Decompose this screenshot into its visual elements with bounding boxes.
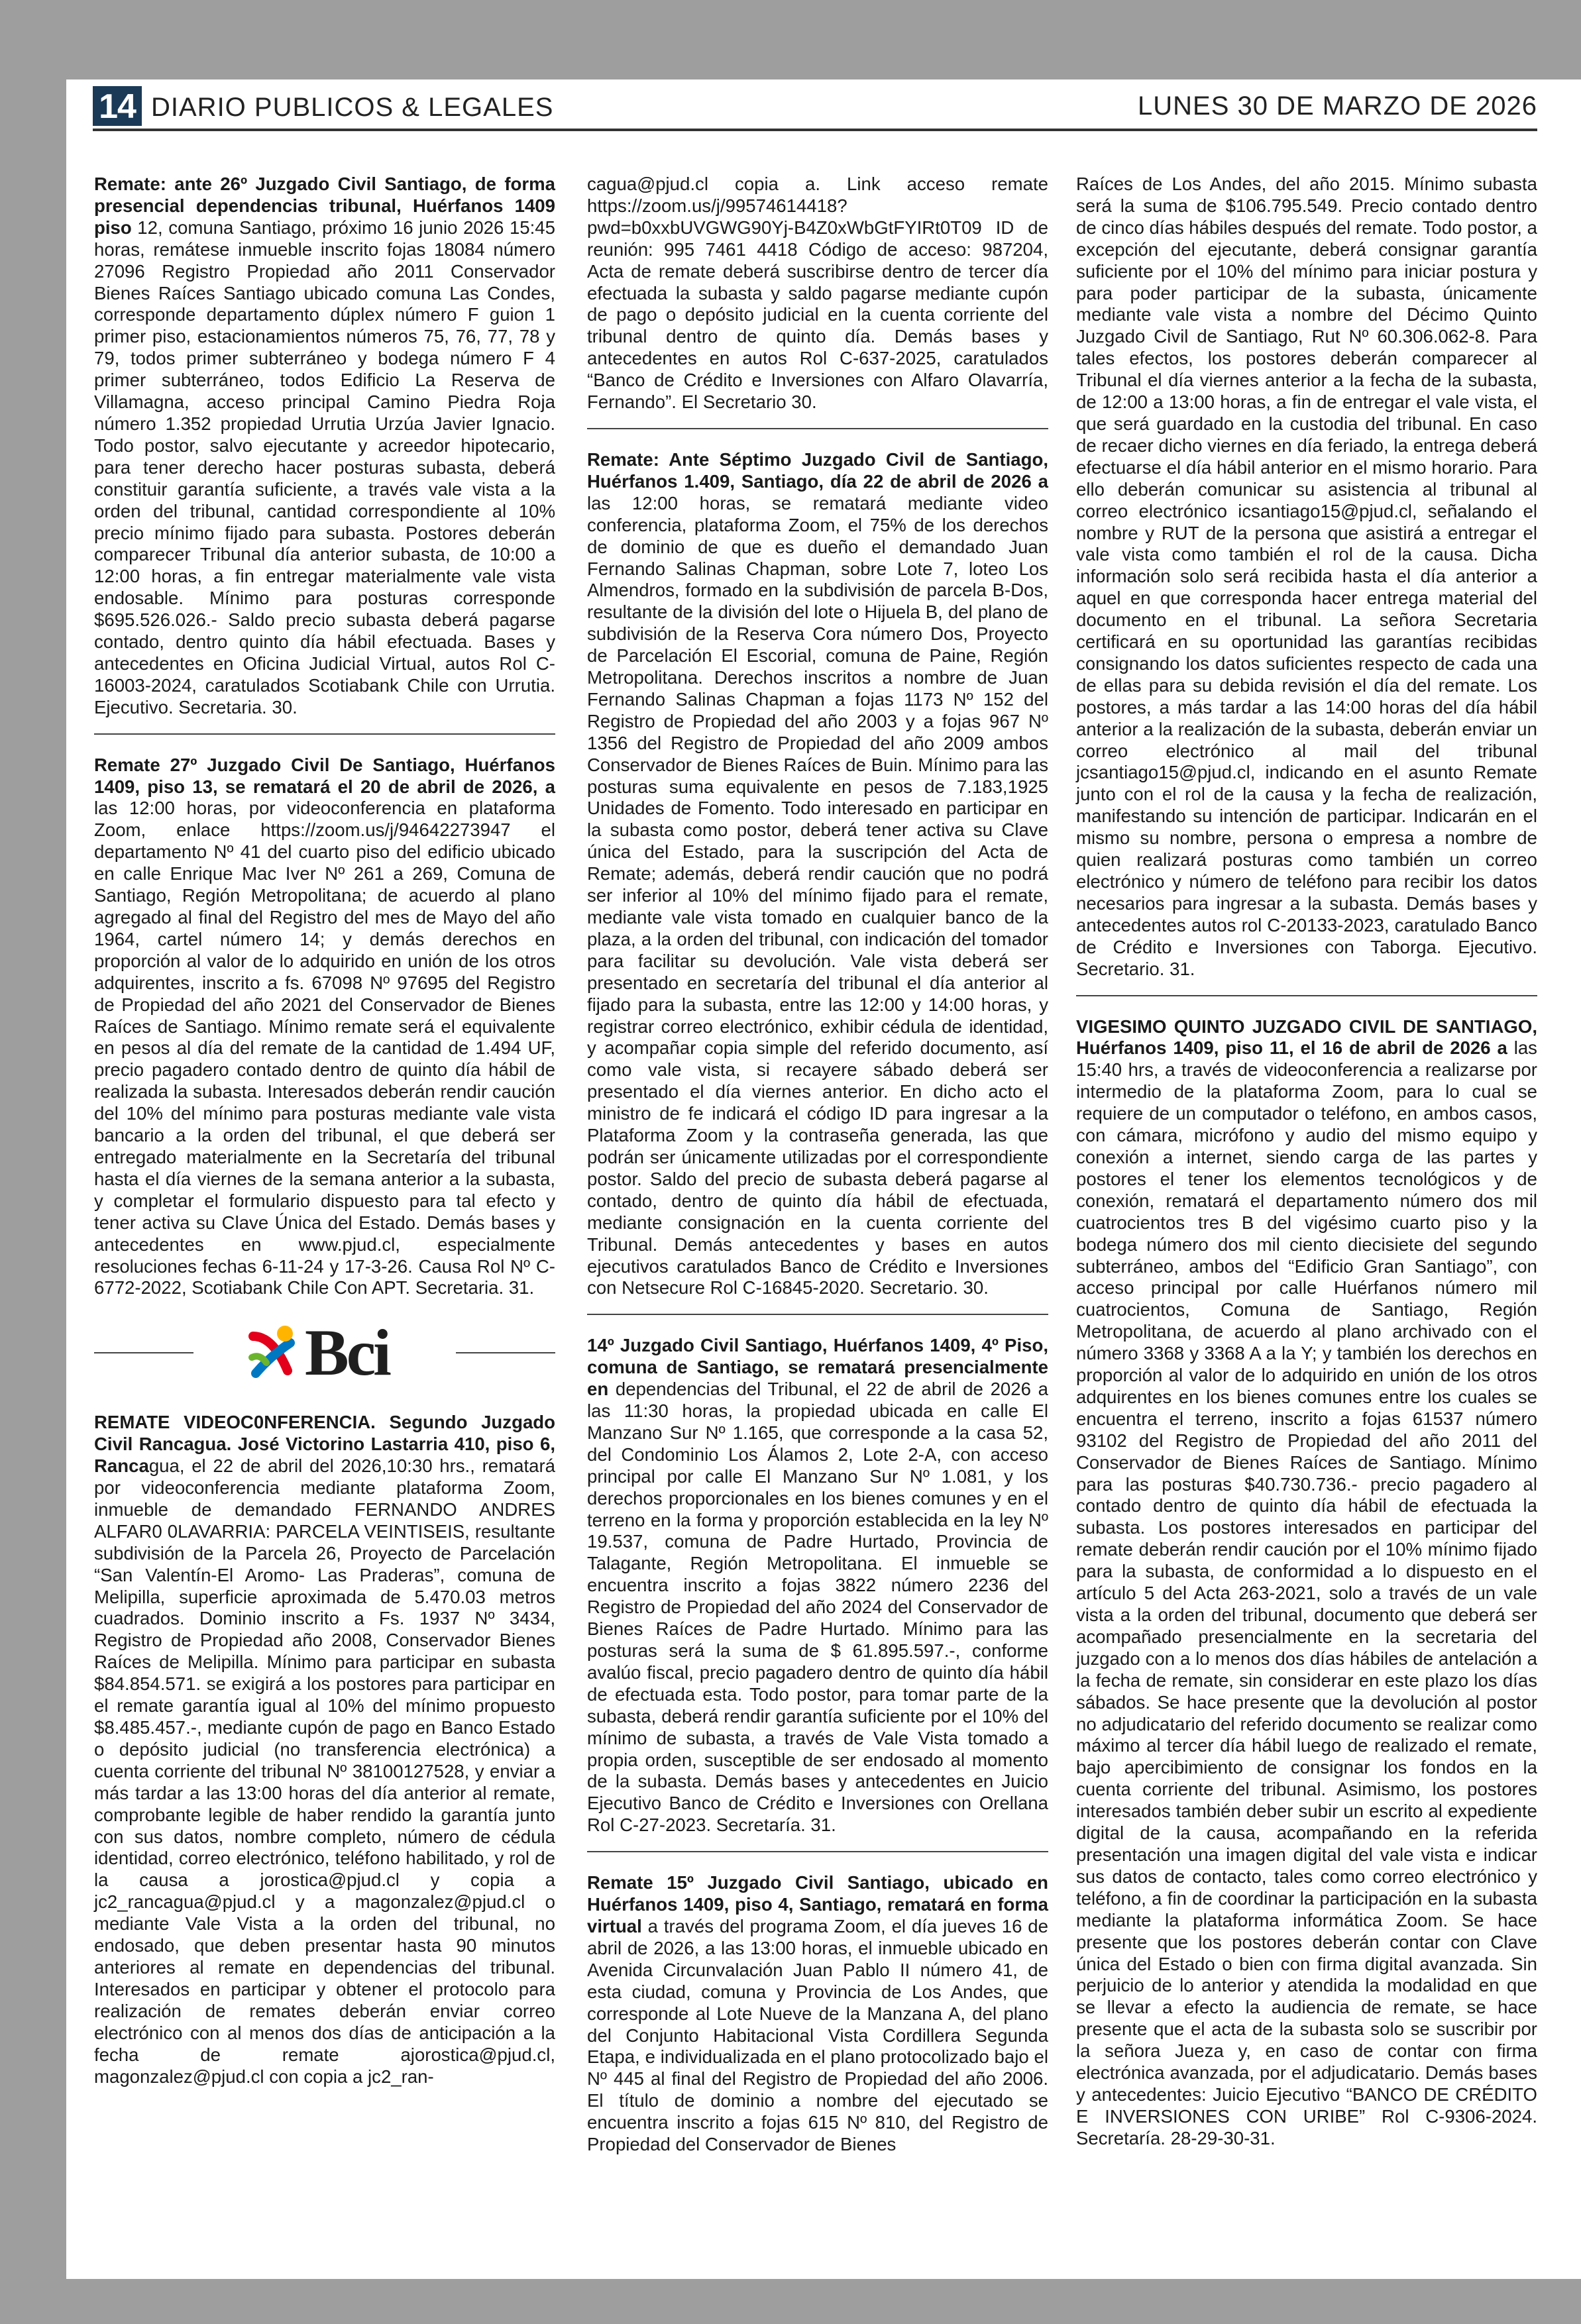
notice-divider — [94, 733, 555, 735]
bci-logo — [246, 1316, 406, 1389]
notice-divider — [1076, 995, 1537, 996]
notice-rancagua-continued — [587, 174, 1048, 413]
column-3 — [1076, 174, 1537, 2164]
notice-heading: REMATE VIDEOC0NFERENCIA. Segundo Juzgado Civil Rancagua. José Victorino Lastarria 410, piso 6, Ranca — [94, 1412, 555, 1477]
column-2 — [587, 174, 1048, 2170]
notice-body: Raíces de Los Andes, del año 2015. Mínimo subasta será la suma de $106.795.549. Precio contado dentro de cinco días hábiles después del remate. Todo postor, a excepción del ejecutante, deberá consignar garantía suficiente por el 10% del mínimo para iniciar postura y para poder participar de la subasta, únicamente mediante vale vista a nombre del Décimo Quinto Juzgado Civil de Santiago, Rut Nº 60.306.062-8. Para tales efectos, los postores deberán comparecer al Tribunal el día viernes anterior a la fecha de la subasta, de 12:00 a 13:00 horas, a fin de entregar el vale vista, el que será guardado en la custodia del tribunal. En caso de recaer dicho viernes en día feriado, la entrega deberá efectuarse el día hábil anterior en el mismo horario. Para ello deberán comunicar su asistencia al tribunal al correo electrónico icsantiago15@pjud.cl, señalando el nombre y RUT de la persona que asistirá a entregar el vale vista como también el rol de la causa. Dicha información solo será recibida hasta el día anterior a aquel en que corresponda hacer entrega material del documento en el tribunal. La señora Secretaria certificará en su oportunidad las garantías recibidas consignando los datos suficientes respecto de cada una de ellas para su debida revisión el día del remate. Los postores, a más tardar a las 14:00 horas del día hábil anterior a la realización de la subasta, deberán enviar un correo electrónico al mail del tribunal jcsantiago15@pjud.cl, indicando en el asunto Remate junto con el rol de la causa y la fecha de realización, manifestando su intención de participar. Indicarán en el mismo su nombre, persona o empresa a nombre de quien realizará posturas como también un correo electrónico y número de teléfono para recibir los datos necesarios para ingresar a la subasta. Demás bases y antecedentes autos rol C-20133-2023, caratulado Banco de Crédito e Inversiones con Taborga. Ejecutivo. Secretario. 31. — [1076, 174, 1537, 979]
notice-body: las 15:40 hrs, a través de videoconferencia a realizarse por intermedio de la plataforma Zoom, para lo cual se requiere de un computador o teléfono, en ambos casos, con cámara, micrófono y audio del mismo equipo y conexión a internet, siendo carga de las partes y postores el tener los elementos tecnológicos y de conexión, rematará el departamento número dos mil cuatrocientos tres B del vigésimo cuarto piso y la bodega número dos mil ciento diecisiete del segundo subterráneo, ambos del “Edificio Gran Santiago”, con acceso principal por calle Huérfanos número mil cuatrocientos, Comuna de Santiago, Región Metropolitana, de acuerdo al plano archivado con el número 3368 y 3368 A a la Y; y también los derechos en proporción al valor de lo adquirido en unión de los otros adquirentes en los bienes comunes entre los cuales se encuentra el terreno, inscrito a fojas 61537 número 93102 del Registro de Propiedad del año 2011 del Conservador de Bienes Raíces de Santiago. Mínimo para las posturas $40.730.736.- precio pagadero al contado dentro de quinto día hábil de efectuada la subasta. Los postores interesados en participar del remate deberán rendir caución por el 10% mínimo fijado para la subasta, de conformidad a lo dispuesto en el artículo 5 del Acta 263-2021, solo a través de un vale vista a la orden del tribunal, documento que deberá ser acompañado presencialmente en la secretaria del juzgado con a lo menos dos días hábiles de antelación a la fecha de remate, sin considerar en este plazo los días sábados. Se hace presente que la devolución al postor no adjudicatario del referido documento se realizar como máximo al tercer día hábil luego de realizado el remate, bajo apercibimiento de consignar los fondos en la cuenta corriente del tribunal. Asimismo, los postores interesados también deber subir un escrito al expediente digital de la causa, acompañando en la referida presentación una imagen digital del vale vista e indicar sus datos de contacto, tales como correo electrónico y teléfono, a fin de coordinar la participación en la subasta mediante la plataforma informática Zoom. Se hace presente que los postores deberán contar con Clave única del Estado o bien con firma digital avanzada. Sin perjuicio de lo anterior y atendida la modalidad en que se llevar a efecto la audiencia de remate, se hace presente que el acta de la subasta solo se suscribir por la señora Jueza y, en caso de contar con firma electrónica avanzada, por el adjudicatario. Demás bases y antecedentes: Juicio Ejecutivo “BANCO DE CRÉDITO E INVERSIONES CON URIBE” Rol C-9306-2024. Secretaría. 28-29-30-31. — [1076, 1037, 1537, 2148]
bci-symbol-icon — [246, 1316, 306, 1389]
notice-body: gua, el 22 de abril del 2026,10:30 hrs., rematará por videoconferencia mediante plataforma Zoom, inmueble de demandado FERNANDO ANDRES ALFAR0 0LAVARRIA: PARCELA VEINTISEIS, resultante subdivisión de la Parcela 26, Proyecto de Parcelación “San Valentín-El Aromo- Las Praderas”, comuna de Melipilla, superficie aproximada de 5.470.03 metros cuadrados. Dominio inscrito a Fs. 1937 Nº 3434, Registro de Propiedad año 2008, Conservador Bienes Raíces de Melipilla. Mínimo para participar en subasta $84.854.571. se exigirá a los postores para participar en el remate garantía igual al 10% del mínimo propuesto $8.485.457.-, mediante cupón de pago en Banco Estado o depósito judicial (no transferencia electrónica) a cuenta corriente del tribunal Nº 38100127528, y enviar a más tardar a las 13:00 horas del día anterior al remate, comprobante legible de haber rendido la garantía junto con sus datos, nombre completo, número de cédula identidad, correo electrónico, teléfono habilitado, y rol de la causa a jorostica@pjud.cl y copia a jc2_rancagua@pjud.cl y a magonzalez@pjud.cl o mediante Vale Vista a la orden del tribunal, no endosado, que deben presentar hasta 90 minutos anteriores al remate en dependencias del tribunal. Interesados en participar y obtener el protocolo para realización de remates deberán enviar correo electrónico con al menos dos días de anticipación a la fecha de remate ajorostica@pjud.cl, magonzalez@pjud.cl con copia a jc2_ran- — [94, 1455, 555, 2087]
notice-15-juzgado-continued — [1076, 174, 1537, 980]
header-rule — [93, 129, 1537, 131]
notice-heading: VIGESIMO QUINTO JUZGADO CIVIL DE SANTIAGO, Huérfanos 1409, piso 11, el 16 de abril de 2026 a — [1076, 1016, 1537, 1059]
notice-body: dependencias del Tribunal, el 22 de abril de 2026 a las 11:30 horas, la propiedad ubicada en calle El Manzano Sur Nº 1.165, que corresponde a la casa 52, del Condominio Los Álamos 2, Lote 2-A, con acceso principal por calle El Manzano Sur Nº 1.081, y los derechos proporcionales en los bienes comunes y en el terreno en la forma y proporción establecida en la ley Nº 19.537, comuna de Padre Hurtado, Provincia de Talagante, Región Metropolitana. El inmueble se encuentra inscrito a fojas 3822 número 2236 del Registro de Propiedad del año 2024 del Conservador de Bienes Raíces de Padre Hurtado. Mínimo para las posturas será la suma de $ 61.895.597.-, conforme avalúo fiscal, precio pagadero dentro de quinto día hábil de efectuada esta. Todo postor, para tomar parte de la subasta, deberá rendir garantía suficiente por el 10% del mínimo de subasta, a través de Vale Vista tomado a propia orden, susceptible de ser endosado al momento de la subasta. Demás bases y antecedentes en Juicio Ejecutivo Banco de Crédito e Inversiones con Orellana Rol C-27-2023. Secretaría. 31. — [587, 1379, 1048, 1836]
notice-remate-27-juzgado — [94, 755, 555, 1300]
notice-remate-15-juzgado — [587, 1872, 1048, 2156]
page-header — [93, 86, 1537, 126]
issue-date: LUNES 30 DE MARZO DE 2026 — [1138, 91, 1537, 121]
notice-body: a través del programa Zoom, el día jueves 16 de abril de 2026, a las 13:00 horas, el inmueble ubicado en Avenida Circunvalación Juan Pablo II número 41, de esta ciudad, comuna y Provincia de Los Andes, que corresponde al Lote Nueve de la Manzana A, del plano del Conjunto Habitacional Vista Cordillera Segunda Etapa, e individualizada en el plano protocolizado bajo el Nº 445 al final del Registro de Propiedad del año 2006. El título de dominio a nombre del ejecutado se encuentra inscrito a fojas 615 Nº 810, del Registro de Propiedad del Conservador de Bienes — [587, 1915, 1048, 2155]
notice-divider — [587, 428, 1048, 429]
notice-remate-rancagua — [94, 1412, 555, 2087]
notice-heading: 14º Juzgado Civil Santiago, Huérfanos 1409, 4º Piso, comuna de Santiago, se rematará presencialmente en — [587, 1335, 1048, 1400]
publication-title: DIARIO PUBLICOS & LEGALES — [151, 93, 554, 122]
sponsor-logo-row — [94, 1314, 555, 1392]
notice-divider — [587, 1314, 1048, 1315]
notice-body: las 12:00 horas, por videoconferencia en plataforma Zoom, enlace https://zoom.us/j/94642273947 el departamento Nº 41 del cuarto piso del edificio ubicado en calle Enrique Mac Iver Nº 261 a 269, Comuna de Santiago, Región Metropolitana; de acuerdo al plano agregado al final del Registro del mes de Mayo del año 1964, cartel número 14; y demás derechos en proporción al valor de lo adquirido en unión de los otros adquirentes, inscrito a fs. 67098 Nº 97695 del Registro de Propiedad del año 2021 del Conservador de Bienes Raíces de Santiago. Mínimo remate será el equivalente en pesos al día del remate de la cantidad de 1.494 UF, precio pagadero contado dentro de quinto día hábil de realizada la subasta. Interesados deberán rendir caución del 10% del mínimo para posturas mediante vale vista bancario a la orden del tribunal, el que deberá ser entregado materialmente en la Secretaría del tribunal hasta el día viernes de la semana anterior a la subasta, y completar el formulario dispuesto para tal efecto y tener activa su Clave Única del Estado. Demás bases y antecedentes en www.pjud.cl, especialmente resoluciones fechas 6-11-24 y 17-3-26. Causa Rol Nº C-6772-2022, Scotiabank Chile Con APT. Secretaria. 31. — [94, 798, 555, 1298]
bci-wordmark: Bci — [305, 1316, 389, 1390]
notice-heading: Remate: Ante Séptimo Juzgado Civil de Santiago, Huérfanos 1.409, Santiago, día 22 de abril de 2026 a — [587, 449, 1048, 492]
page-number: 14 — [93, 86, 142, 126]
column-1 — [94, 174, 555, 2102]
notice-remate-14-juzgado — [587, 1335, 1048, 1836]
notice-heading: Remate 27º Juzgado Civil De Santiago, Huérfanos 1409, piso 13, se rematará el 20 de abril de 2026, a — [94, 754, 555, 797]
logo-rule-left — [94, 1352, 193, 1353]
notice-remate-25-juzgado — [1076, 1016, 1537, 2150]
notice-heading: Remate 15º Juzgado Civil Santiago, ubicado en Huérfanos 1409, piso 4, Santiago, rematará en forma virtual — [587, 1872, 1048, 1936]
logo-rule-right — [456, 1352, 555, 1353]
notice-body: cagua@pjud.cl copia a. Link acceso remate https://zoom.us/j/99574614418?pwd=b0xxbUVGWG90Yj-B4Z0xWbGtFYIRt0T09 ID de reunión: 995 7461 4418 Código de acceso: 987204, Acta de remate deberá suscribirse dentro de tercer día efectuada la subasta y saldo pagarse mediante cupón de pago o depósito judicial en la cuenta corriente del tribunal dentro de quinto día. Demás bases y antecedentes en autos Rol C-637-2025, caratulados “Banco de Crédito e Inversiones con Alfaro Olavarría, Fernando”. El Secretario 30. — [587, 174, 1048, 413]
notice-remate-26-juzgado — [94, 174, 555, 719]
notice-body: 12, comuna Santiago, próximo 16 junio 2026 15:45 horas, remátese inmueble inscrito fojas 18084 número 27096 Registro Propiedad año 2011 Conservador Bienes Raíces Santiago ubicado comuna Las Condes, corresponde departamento dúplex número F guion 1 primer piso, estacionamientos números 75, 76, 77, 78 y 79, todos primer subterráneo y bodega número F 4 primer subterráneo, todos Edificio La Reserva de Villamagna, acceso principal Camino Piedra Roja número 1.352 propiedad Urrutia Urzúa Javier Ignacio. Todo postor, salvo ejecutante y acreedor hipotecario, para tener derecho hacer posturas subasta, deberá constituir garantía suficiente, a través vale vista a la orden del tribunal, cantidad correspondiente al 10% precio mínimo fijado para subasta. Postores deberán comparecer Tribunal día anterior subasta, de 10:00 a 12:00 horas, a fin entregar materialmente vale vista endosable. Mínimo para posturas corresponde $695.526.026.- Saldo precio subasta deberá pagarse contado, dentro quinto día hábil efectuada. Bases y antecedentes en Oficina Judicial Virtual, autos Rol C-16003-2024, caratulados Scotiabank Chile con Urrutia. Ejecutivo. Secretaria. 30. — [94, 217, 555, 717]
notice-body: las 12:00 horas, se rematará mediante video conferencia, plataforma Zoom, el 75% de los derechos de dominio de que es dueño el demandado Juan Fernando Salinas Chapman, sobre Lote 7, loteo Los Almendros, formado en la subdivisión de parcela B-Dos, resultante de la división del lote o Hijuela B, del plano de subdivisión de la Reserva Cora número Dos, Proyecto de Parcelación El Escorial, comuna de Paine, Región Metropolitana. Derechos inscritos a nombre de Juan Fernando Salinas Chapman a fojas 1173 Nº 152 del Registro de Propiedad del año 2003 y a fojas 967 Nº 1356 del Registro de Propiedad del año 2009 ambos Conservador de Bienes Raíces de Buin. Mínimo para las posturas suma equivalente en pesos de 7.183,1925 Unidades de Fomento. Todo interesado en participar en la subasta como postor, deberá tener activa su Clave única del Estado, para la suscripción del Acta de Remate; además, deberá rendir caución que no podrá ser inferior al 10% del mínimo fijado para el remate, mediante vale vista tomado en cualquier banco de la plaza, a la orden del tribunal, con indicación del tomador para facilitar su devolución. Vale vista deberá ser presentado en secretaría del tribunal el día anterior al fijado para la subasta, entre las 12:00 y 14:00 horas, y registrar correo electrónico, exhibir cédula de identidad, y acompañar copia simple del referido documento, así como vale vista, si recayere sábado deberá ser presentado el día viernes anterior. En dicho acto el ministro de fe indicará el código ID para ingresar a la Plataforma Zoom y la contraseña generada, las que podrán ser únicamente utilizadas por el correspondiente postor. Saldo del precio de subasta deberá pagarse al contado, dentro de quinto día hábil de efectuada, mediante consignación en la cuenta corriente del Tribunal. Demás antecedentes y bases en autos ejecutivos caratulados Banco de Crédito e Inversiones con Netsecure Rol C-16845-2020. Secretario. 30. — [587, 492, 1048, 1298]
notice-heading: Remate: ante 26º Juzgado Civil Santiago, de forma presencial dependencias tribunal, Huérfanos 1409 piso — [94, 174, 555, 238]
notice-remate-septimo-juzgado — [587, 449, 1048, 1299]
notice-divider — [587, 1851, 1048, 1852]
